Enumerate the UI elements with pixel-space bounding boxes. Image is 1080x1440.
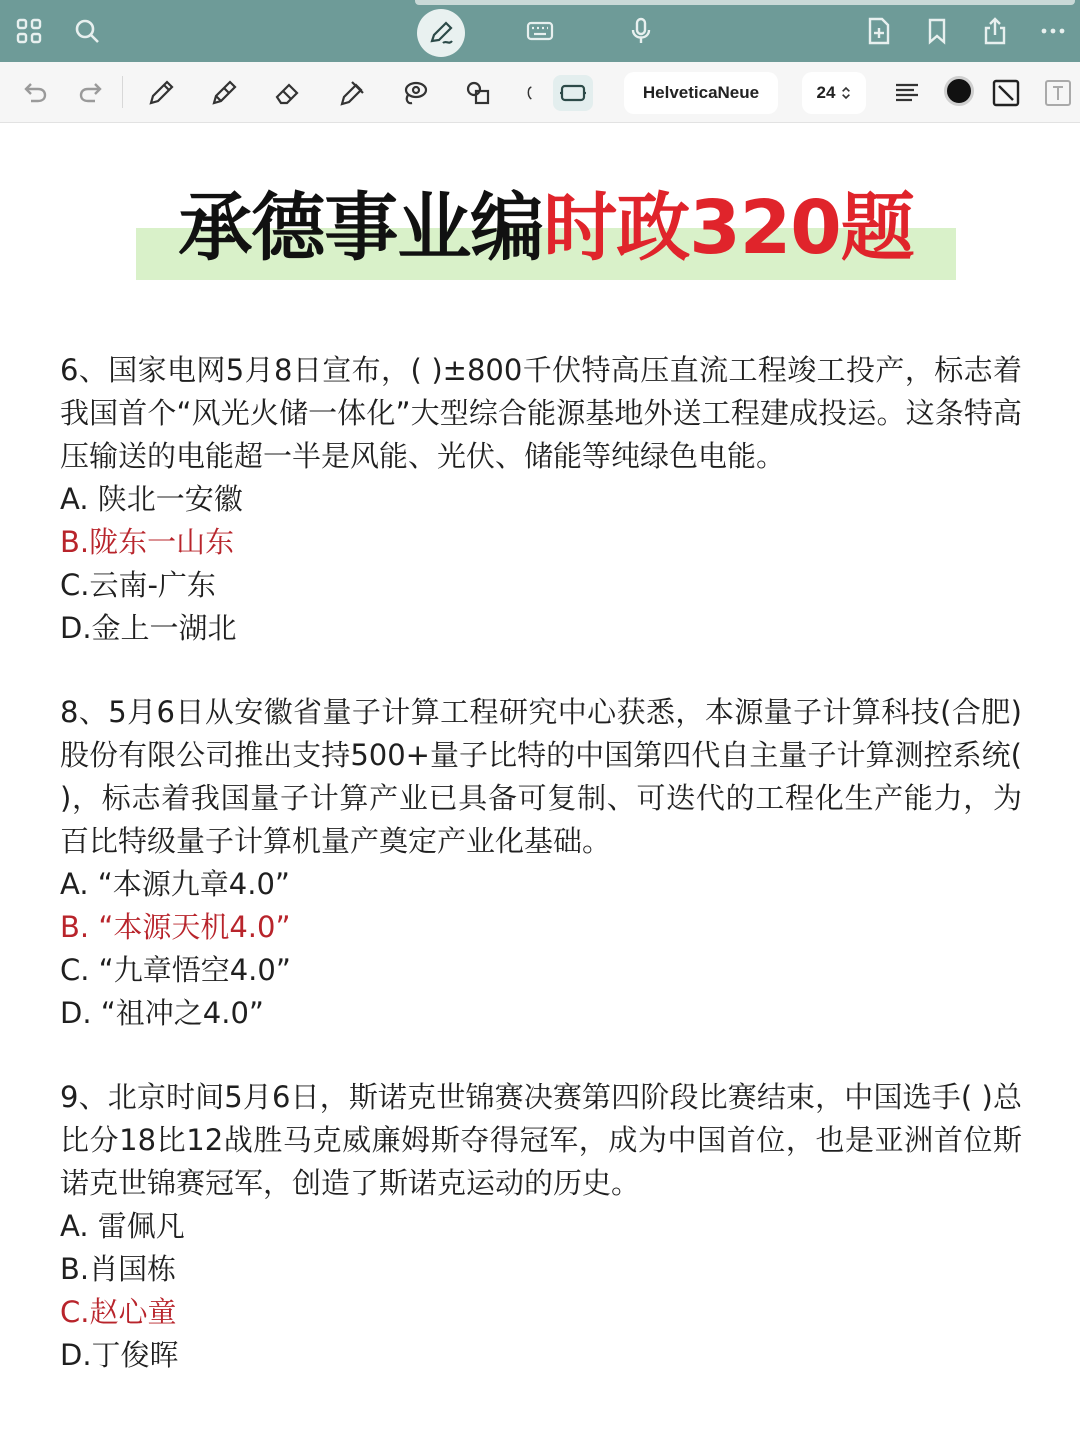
undo-icon[interactable] [16, 75, 52, 111]
question-block [60, 349, 1022, 650]
text-align-icon[interactable] [889, 75, 925, 111]
pen-tool-icon[interactable] [143, 75, 179, 111]
title-black-part: 承德事业编 [178, 185, 544, 271]
eraser-tool-icon[interactable] [270, 75, 306, 111]
more-icon[interactable] [1036, 14, 1070, 48]
title-red-part: 时政320题 [543, 185, 914, 271]
pen-icon [426, 18, 456, 48]
question-stem: 6、国家电网5月8日宣布，( )±800千伏特高压直流工程竣工投产，标志着我国首个“风光火储一体化”大型综合能源基地外送工程建成投运。这条特高压输送的电能超一半是风能、光伏、储能等纯绿色电能。 [60, 353, 1022, 473]
partial-tool-icon[interactable] [522, 75, 542, 111]
question-block [60, 691, 1022, 1035]
pencil-tool-icon[interactable] [206, 75, 242, 111]
share-icon[interactable] [978, 14, 1012, 48]
page-title [136, 178, 956, 278]
option-d: D.丁俊晖 [60, 1338, 179, 1372]
font-size-selector[interactable] [802, 72, 866, 114]
add-page-icon[interactable] [862, 14, 896, 48]
font-family-selector[interactable]: HelveticaNeue [624, 72, 778, 114]
stepper-icon [841, 85, 851, 101]
option-a: A. 陕北一安徽 [60, 482, 243, 516]
option-b: B.肖国栋 [60, 1252, 177, 1286]
app-top-bar [0, 0, 1080, 62]
option-d: D. “祖冲之4.0” [60, 996, 264, 1030]
toolbar-divider [122, 76, 123, 108]
window-handle[interactable] [415, 0, 1075, 5]
option-d: D.金上一湖北 [60, 611, 237, 645]
shapes-tool-icon[interactable] [460, 75, 496, 111]
option-c: C. “九章悟空4.0” [60, 953, 291, 987]
lasso-tool-icon[interactable] [397, 75, 433, 111]
option-b-answer: B.陇东一山东 [60, 525, 235, 559]
drawing-toolbar [0, 62, 1080, 123]
document-title [136, 178, 956, 282]
font-size-value: 24 [816, 83, 836, 102]
element-tool-icon[interactable] [553, 75, 593, 111]
question-block [60, 1076, 1022, 1377]
line-style-icon[interactable] [988, 75, 1024, 111]
microphone-icon[interactable] [624, 14, 658, 48]
option-b-answer: B. “本源天机4.0” [60, 910, 291, 944]
redo-icon[interactable] [74, 75, 110, 111]
search-icon[interactable] [70, 14, 104, 48]
bookmark-icon[interactable] [920, 14, 954, 48]
grid-view-icon[interactable] [12, 14, 46, 48]
question-stem: 9、北京时间5月6日，斯诺克世锦赛决赛第四阶段比赛结束，中国选手( )总比分18比12战胜马克威廉姆斯夺得冠军，成为中国首位，也是亚洲首位斯诺克世锦赛冠军，创造了斯诺克运动的历史。 [60, 1080, 1022, 1200]
question-stem: 8、5月6日从安徽省量子计算工程研究中心获悉，本源量子计算科技(合肥)股份有限公司推出支持500+量子比特的中国第四代自主量子计算测控系统( )，标志着我国量子计算产业已具备可复制、可迭代的工程化生产能力，为百比特级量子计算机量产奠定产业化基础。 [60, 695, 1022, 858]
option-c: C.云南-广东 [60, 568, 216, 602]
option-a: A. “本源九章4.0” [60, 867, 290, 901]
color-picker-button[interactable] [944, 76, 974, 106]
text-box-icon[interactable] [1040, 75, 1076, 111]
option-a: A. 雷佩凡 [60, 1209, 185, 1243]
option-c-answer: C.赵心童 [60, 1295, 177, 1329]
handwriting-mode-button[interactable] [417, 9, 465, 57]
keyboard-icon[interactable] [523, 14, 557, 48]
highlighter-tool-icon[interactable] [333, 75, 369, 111]
